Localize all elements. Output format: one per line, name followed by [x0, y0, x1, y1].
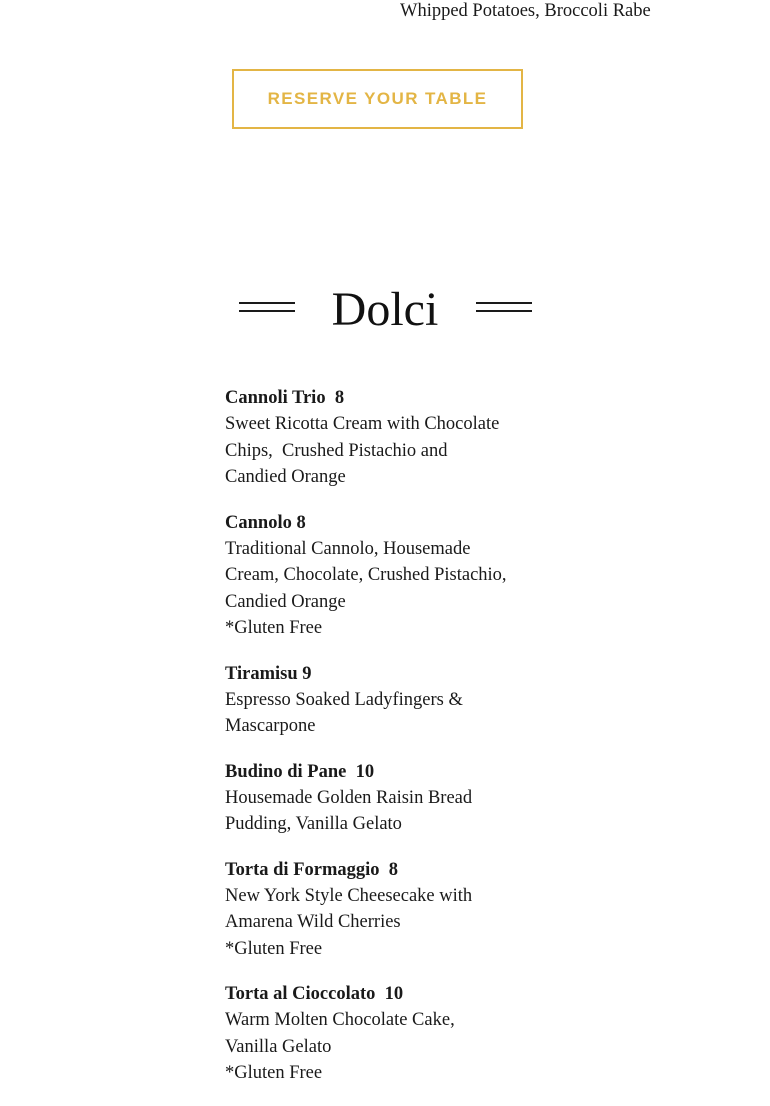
heading-rule-right [476, 302, 532, 312]
menu-item [225, 385, 555, 491]
menu-item-description: Vanilla Gelato [225, 1036, 332, 1057]
reserve-table-button[interactable]: RESERVE YOUR TABLE [232, 69, 523, 129]
menu-item-description: Sweet Ricotta Cream with Chocolate [225, 414, 500, 434]
menu-item-description: Chips, Crushed Pistachio and [225, 440, 448, 461]
menu-item-name: Cannoli Trio 8 [225, 388, 345, 408]
dessert-menu-list [225, 385, 555, 1106]
menu-item-dietary-note: *Gluten Free [225, 1063, 323, 1083]
previous-section-tail-text: Whipped Potatoes, Broccoli Rabe [400, 1, 651, 21]
section-heading [0, 280, 770, 344]
menu-item-name: Torta al Cioccolato 10 [225, 984, 404, 1004]
menu-item-name: Torta di Formaggio 8 [225, 859, 399, 880]
heading-rule-left [239, 302, 295, 312]
menu-item-description: Candied Orange [225, 591, 346, 612]
menu-item-description: New York Style Cheesecake with [225, 885, 473, 906]
menu-item-name: Tiramisu 9 [225, 663, 312, 684]
section-title: Dolci [331, 283, 439, 336]
menu-item [225, 759, 555, 838]
menu-item-description: Cream, Chocolate, Crushed Pistachio, [225, 565, 507, 585]
menu-item [225, 510, 555, 642]
menu-item-dietary-note: *Gluten Free [225, 618, 323, 638]
menu-item [225, 857, 555, 963]
menu-item-description: Traditional Cannolo, Housemade [225, 538, 471, 559]
menu-item-name: Budino di Pane 10 [225, 761, 375, 782]
menu-item-description: Warm Molten Chocolate Cake, [225, 1010, 455, 1030]
menu-item-dietary-note: *Gluten Free [225, 938, 323, 959]
menu-item-description: Mascarpone [225, 716, 316, 736]
menu-item-description: Housemade Golden Raisin Bread [225, 787, 473, 808]
menu-item [225, 981, 555, 1087]
menu-item-description: Candied Orange [225, 467, 346, 487]
menu-item-name: Cannolo 8 [225, 512, 306, 533]
menu-item [225, 661, 555, 740]
menu-item-description: Pudding, Vanilla Gelato [225, 814, 402, 834]
menu-item-description: Espresso Soaked Ladyfingers & [225, 689, 463, 710]
menu-item-description: Amarena Wild Cherries [225, 912, 401, 932]
